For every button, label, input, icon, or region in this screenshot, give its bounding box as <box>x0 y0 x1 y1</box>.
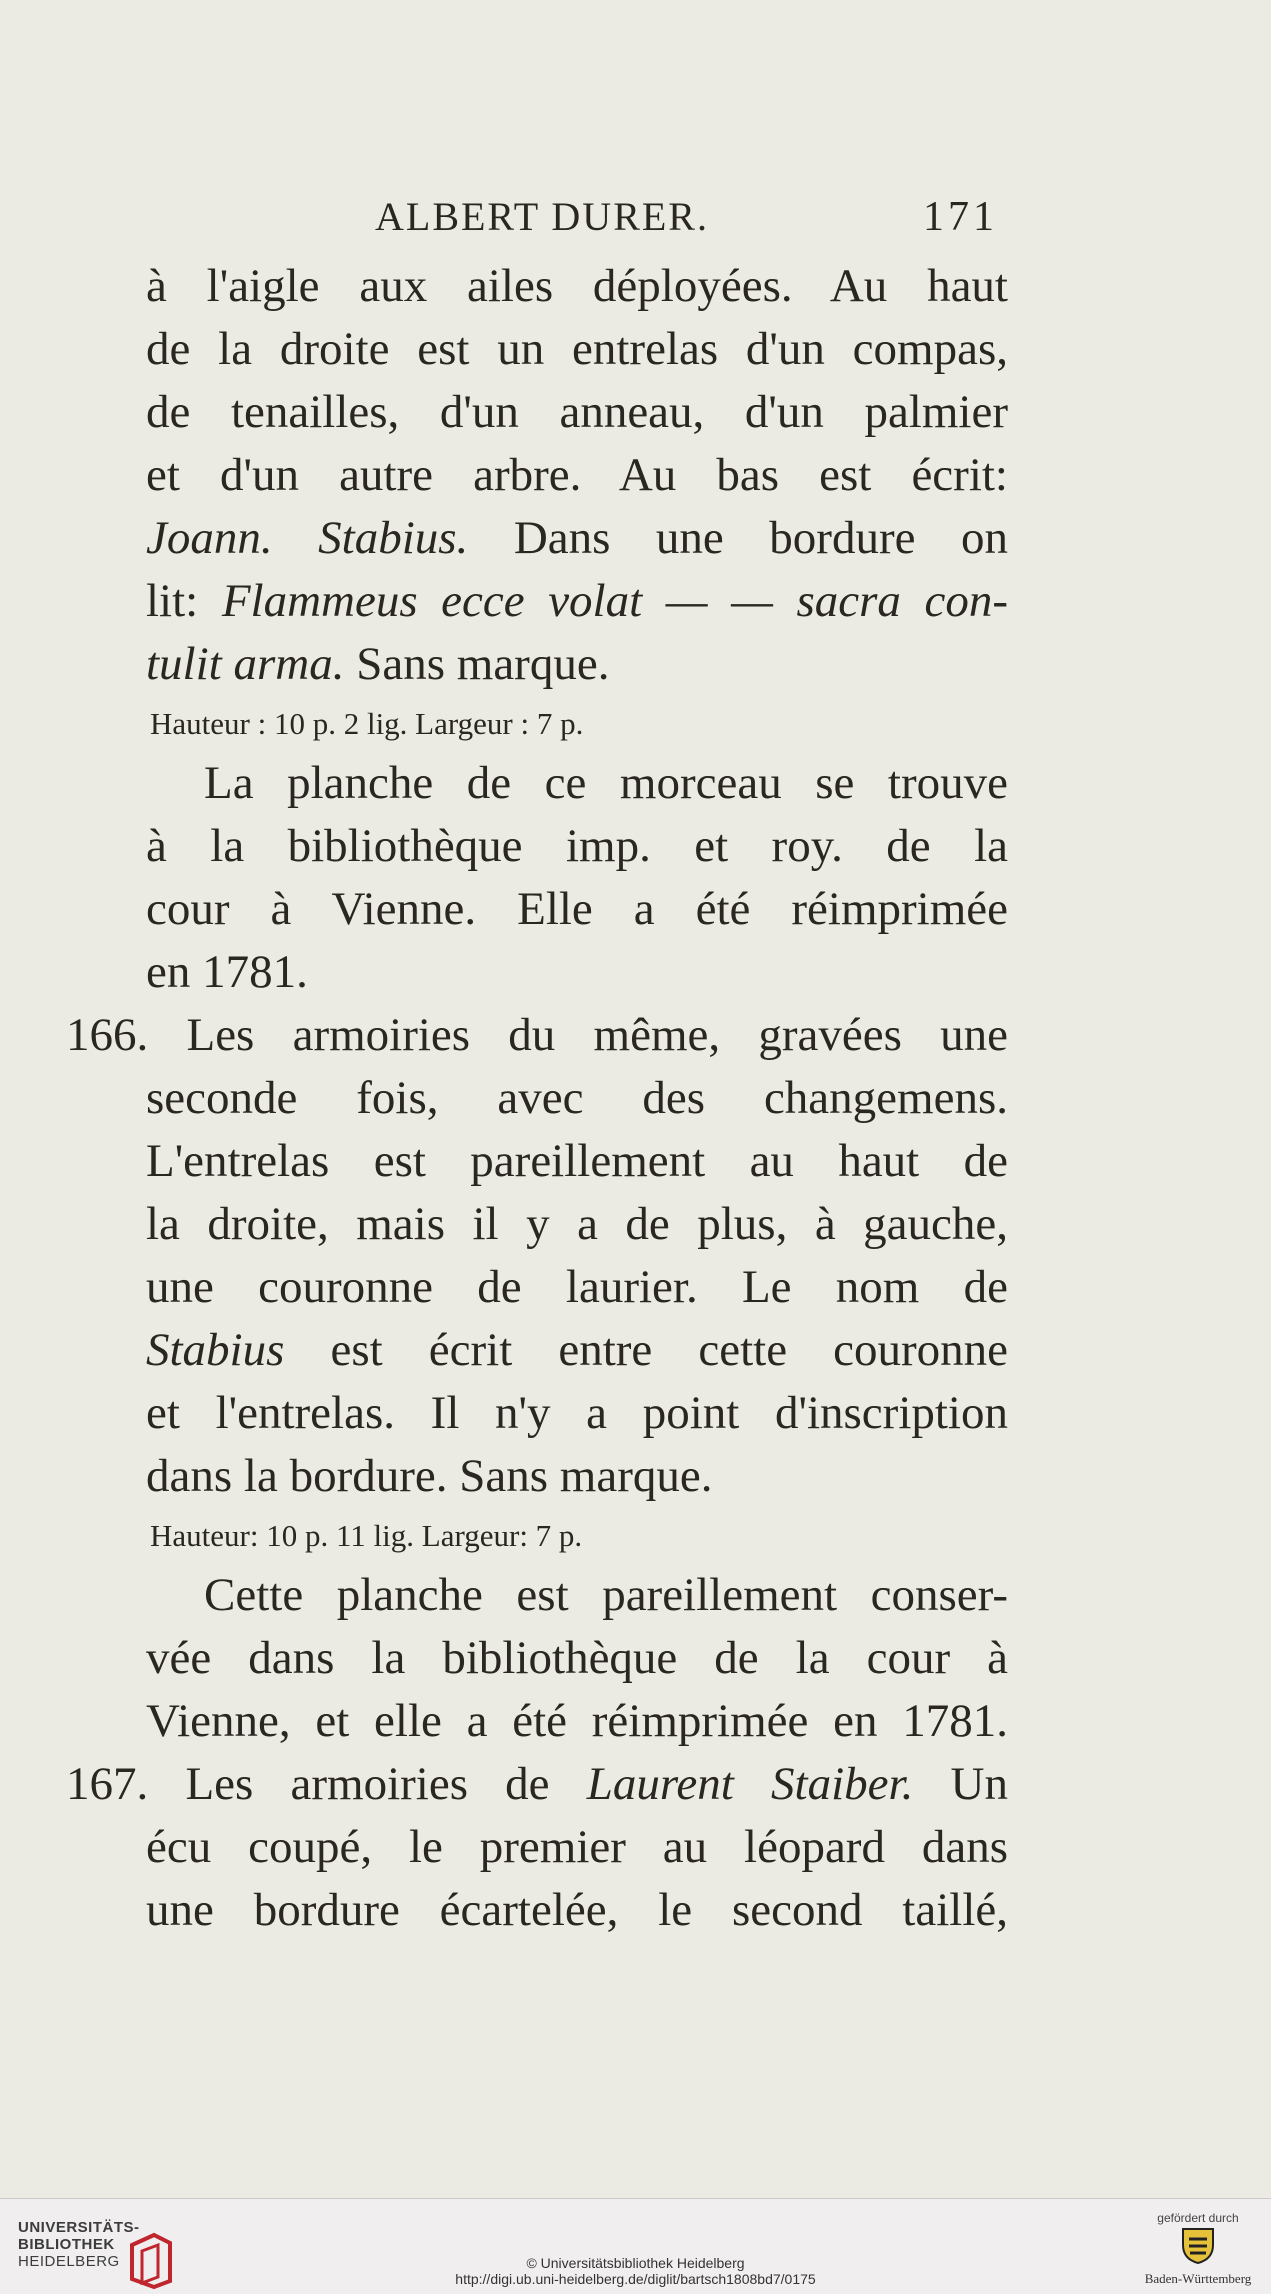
text-line <box>128 633 1008 696</box>
text-line: de la droite est un entrelas d'un compas, <box>146 323 1008 375</box>
text-line: cour à Vienne. Elle a été réimprimée <box>146 883 1008 935</box>
italic-name: Laurent Staiber. <box>586 1758 914 1810</box>
text-line: de tenailles, d'un anneau, d'un palmier <box>146 386 1008 438</box>
text-line: et l'entrelas. Il n'y a point d'inscription <box>146 1387 1008 1439</box>
text-line: écu coupé, le premier au léopard dans <box>146 1821 1008 1873</box>
italic-inscription: tulit arma. <box>146 638 345 690</box>
text-line: seconde fois, avec des changemens. <box>146 1072 1008 1124</box>
italic-inscription: Flammeus ecce volat — — sacra con- <box>221 575 1008 627</box>
entry-heading-166: 166. Les armoiries du même, gravées une <box>66 1009 1008 1061</box>
viewer-footer <box>0 2198 1271 2294</box>
dimensions-line: Hauteur : 10 p. 2 lig. Largeur : 7 p. <box>150 706 584 741</box>
text-line: L'entrelas est pareillement au haut de <box>146 1135 1008 1187</box>
text-line: vée dans la bibliothèque de la cour à <box>146 1632 1008 1684</box>
text-line <box>128 507 1008 570</box>
library-name-line: HEIDELBERG <box>18 2253 120 2270</box>
text-line: à la bibliothèque imp. et roy. de la <box>146 820 1008 872</box>
running-head <box>128 185 1008 255</box>
text-line: Vienne, et elle a été réimprimée en 1781. <box>146 1695 1008 1747</box>
text-line: Cette planche est pareillement conser- <box>204 1569 1008 1621</box>
copyright-notice <box>0 2255 1271 2287</box>
sponsor-label: gefördert durch <box>1157 2211 1239 2225</box>
text-span: lit: <box>146 575 222 627</box>
dimensions-line: Hauteur: 10 p. 11 lig. Largeur: 7 p. <box>150 1518 583 1553</box>
text-span: Un <box>913 1758 1008 1810</box>
sponsor-block <box>1143 2211 1253 2287</box>
text-span: est écrit entre cette couronne <box>284 1324 1008 1376</box>
text-line: la droite, mais il y a de plus, à gauche, <box>146 1198 1008 1250</box>
text-line: et d'un autre arbre. Au bas est écrit: <box>146 449 1008 501</box>
text-line: à l'aigle aux ailes déployées. Au haut <box>146 260 1008 312</box>
italic-name: Joann. Stabius. <box>146 512 469 564</box>
text-line: dans la bordure. Sans marque. <box>146 1450 713 1502</box>
entry-heading-167 <box>66 1753 1008 1816</box>
library-name-line: BIBLIOTHEK <box>18 2236 115 2253</box>
text-span: Dans une bordure on <box>468 512 1008 564</box>
page-text-block <box>66 185 1008 1942</box>
italic-name: Stabius <box>146 1324 285 1376</box>
text-span: Sans marque. <box>344 638 610 690</box>
text-line <box>128 1319 1008 1382</box>
running-title: ALBERT DURER. <box>375 194 709 239</box>
sponsor-name: Baden-Württemberg <box>1144 2271 1252 2286</box>
text-line: en 1781. <box>146 946 308 998</box>
text-line: une couronne de laurier. Le nom de <box>146 1261 1008 1313</box>
text-line: une bordure écartelée, le second taillé, <box>146 1884 1008 1936</box>
coat-of-arms-icon <box>1180 2225 1216 2265</box>
copyright-text: © Universitätsbibliothek Heidelberg <box>526 2255 745 2271</box>
text-span: 167. Les armoiries de <box>66 1758 587 1810</box>
text-line: La planche de ce morceau se trouve <box>204 757 1008 809</box>
text-line <box>128 570 1008 633</box>
permalink[interactable]: http://digi.ub.uni-heidelberg.de/diglit/bartsch1808bd7/0175 <box>455 2271 816 2287</box>
page-number: 171 <box>923 194 998 240</box>
library-name-line: UNIVERSITÄTS- <box>18 2219 140 2236</box>
